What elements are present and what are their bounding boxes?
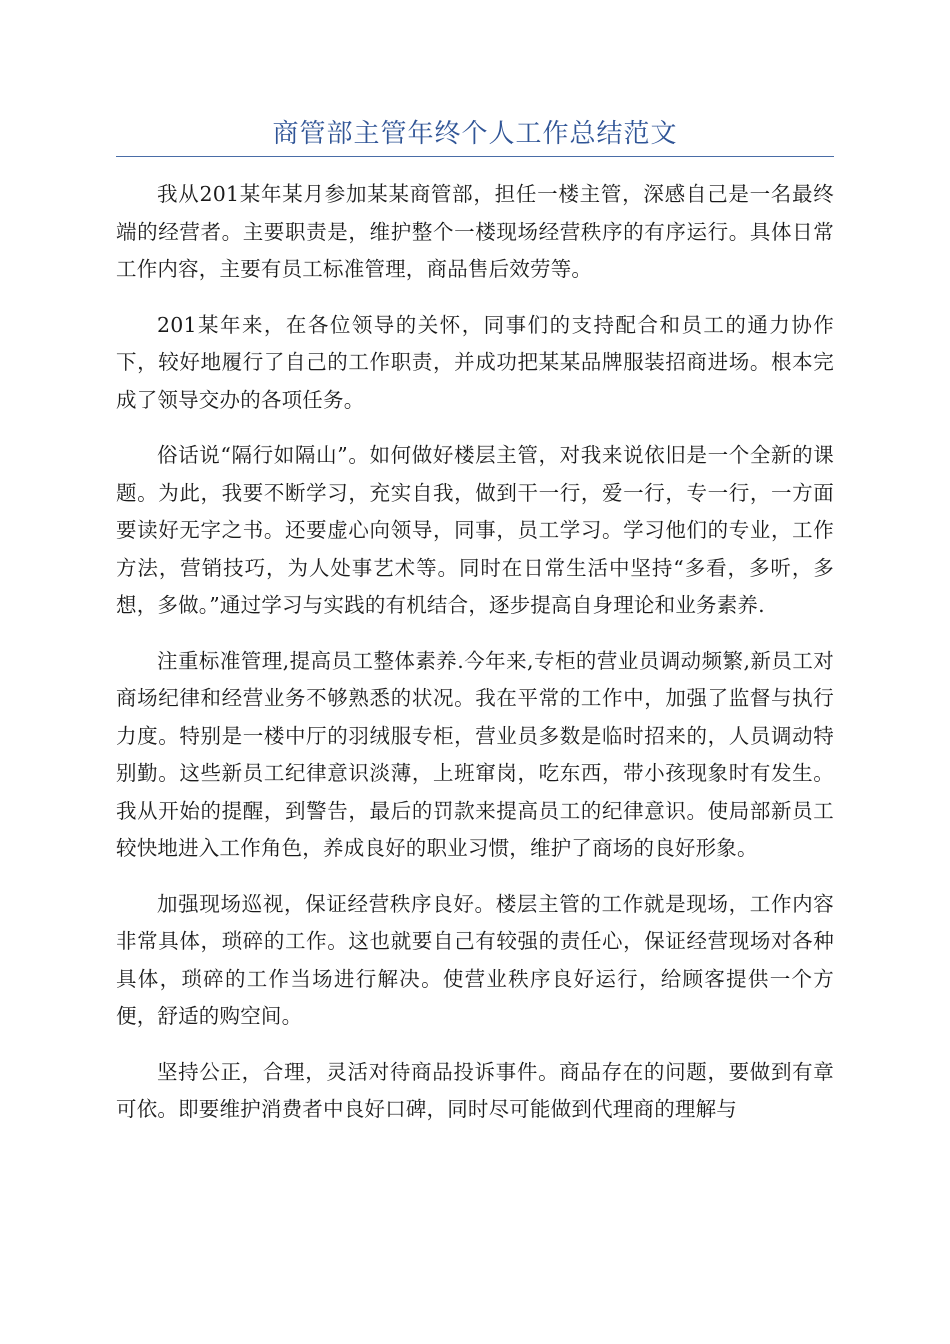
paragraph-1: 我从201某年某月参加某某商管部，担任一楼主管，深感自己是一名最终端的经营者。主要职责是，维护整个一楼现场经营秩序的有序运行。具体日常工作内容，主要有员工标准管理，商品售后效劳等。: [116, 182, 834, 281]
paragraph-2: 201某年来，在各位领导的关怀，同事们的支持配合和员工的通力协作下，较好地履行了自己的工作职责，并成功把某某品牌服装招商进场。根本完成了领导交办的各项任务。: [116, 312, 834, 412]
title-block: [116, 112, 834, 157]
paragraph-3: 俗话说“隔行如隔山”。如何做好楼层主管，对我来说依旧是一个全新的课题。为此，我要不断学习，充实自我，做到干一行，爱一行，专一行，一方面要读好无字之书。还要虚心向领导，同事，员工学习。学习他们的专业，工作方法，营销技巧，为人处事艺术等。同时在日常生活中坚持“多看，多听，多想，多做。”通过学习与实践的有机结合，逐步提高自身理论和业务素养.: [116, 443, 834, 617]
page-title: 商管部主管年终个人工作总结范文: [272, 119, 678, 149]
paragraph-5: 加强现场巡视，保证经营秩序良好。楼层主管的工作就是现场，工作内容非常具体，琐碎的工作。这也就要自己有较强的责任心，保证经营现场对各种具体，琐碎的工作当场进行解决。使营业秩序良好运行，给顾客提供一个方便，舒适的购空间。: [116, 891, 834, 1028]
paragraph-4: 注重标准管理,提高员工整体素养.今年来,专柜的营业员调动频繁,新员工对商场纪律和经营业务不够熟悉的状况。我在平常的工作中，加强了监督与执行力度。特别是一楼中厅的羽绒服专柜，营业员多数是临时招来的，人员调动特别勤。这些新员工纪律意识淡薄，上班窜岗，吃东西，带小孩现象时有发生。我从开始的提醒，到警告，最后的罚款来提高员工的纪律意识。使局部新员工较快地进入工作角色，养成良好的职业习惯，维护了商场的良好形象。: [116, 648, 834, 860]
document-body: [116, 176, 834, 1147]
paragraph-6: 坚持公正，合理，灵活对待商品投诉事件。商品存在的问题，要做到有章可依。即要维护消费者中良好口碑，同时尽可能做到代理商的理解与: [116, 1059, 834, 1121]
